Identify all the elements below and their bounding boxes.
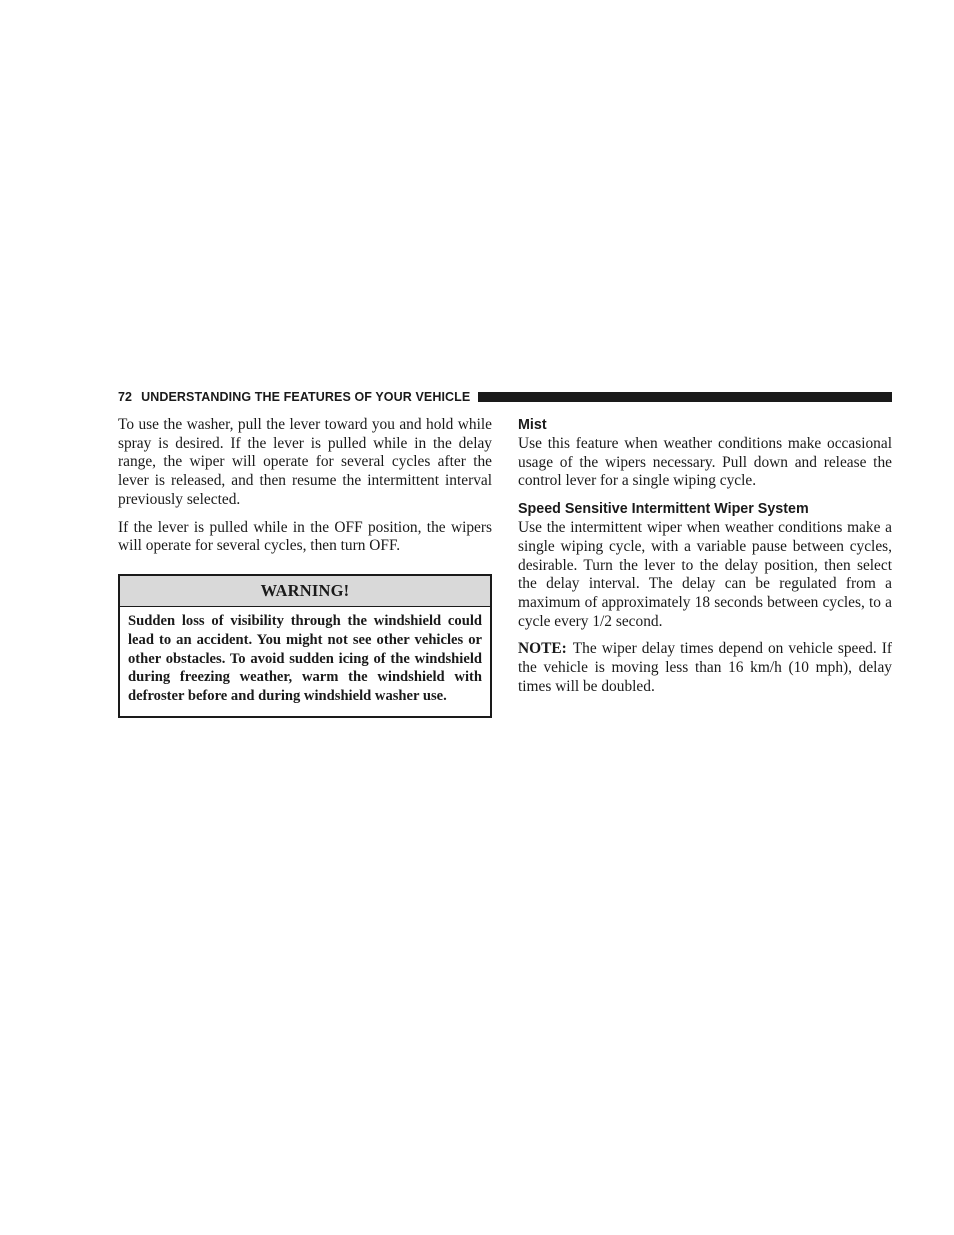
- right-column: [518, 416, 892, 705]
- left-column: [118, 416, 492, 718]
- speed-sensitive-paragraph: Use the intermittent wiper when weather conditions make a single wiping cycle, with a variable pause between cycles, desirable. Turn the lever to the delay position, then select the delay interval. The delay can be regulated from a maximum of approximately 18 seconds between cycles, to a cycle every 1/2 second.: [518, 519, 892, 630]
- note-label: NOTE:: [518, 640, 567, 658]
- washer-paragraph: To use the washer, pull the lever toward you and hold while spray is desired. If the lever is pulled while in the delay range, the wiper will operate for several cycles after the lever is released, and then resume the intermittent interval previously selected.: [118, 416, 492, 508]
- warning-box: [118, 574, 492, 718]
- mist-heading: Mist: [518, 417, 547, 433]
- warning-body: Sudden loss of visibility through the windshield could lead to an accident. You might not see other vehicles or other obstacles. To avoid sudden icing of the windshield during freezing weather, warm the windshield with defroster before and during windshield washer use.: [128, 612, 482, 705]
- off-position-paragraph: If the lever is pulled while in the OFF position, the wipers will operate for several cycles, then turn OFF.: [118, 518, 492, 555]
- section-title: UNDERSTANDING THE FEATURES OF YOUR VEHICLE: [141, 390, 471, 404]
- header-rule-bar: [478, 392, 892, 402]
- page-number: 72: [118, 390, 133, 404]
- page-header: [118, 389, 892, 405]
- note-text: The wiper delay times depend on vehicle speed. If the vehicle is moving less than 16 km/h (10 mph), delay times will be doubled.: [518, 640, 892, 695]
- speed-sensitive-heading: Speed Sensitive Intermittent Wiper System: [518, 501, 809, 518]
- warning-title: WARNING!: [120, 576, 490, 607]
- mist-paragraph: Use this feature when weather conditions make occasional usage of the wipers necessary. Pull down and release the control lever for a single wiping cycle.: [518, 435, 892, 490]
- note-paragraph: [518, 640, 892, 696]
